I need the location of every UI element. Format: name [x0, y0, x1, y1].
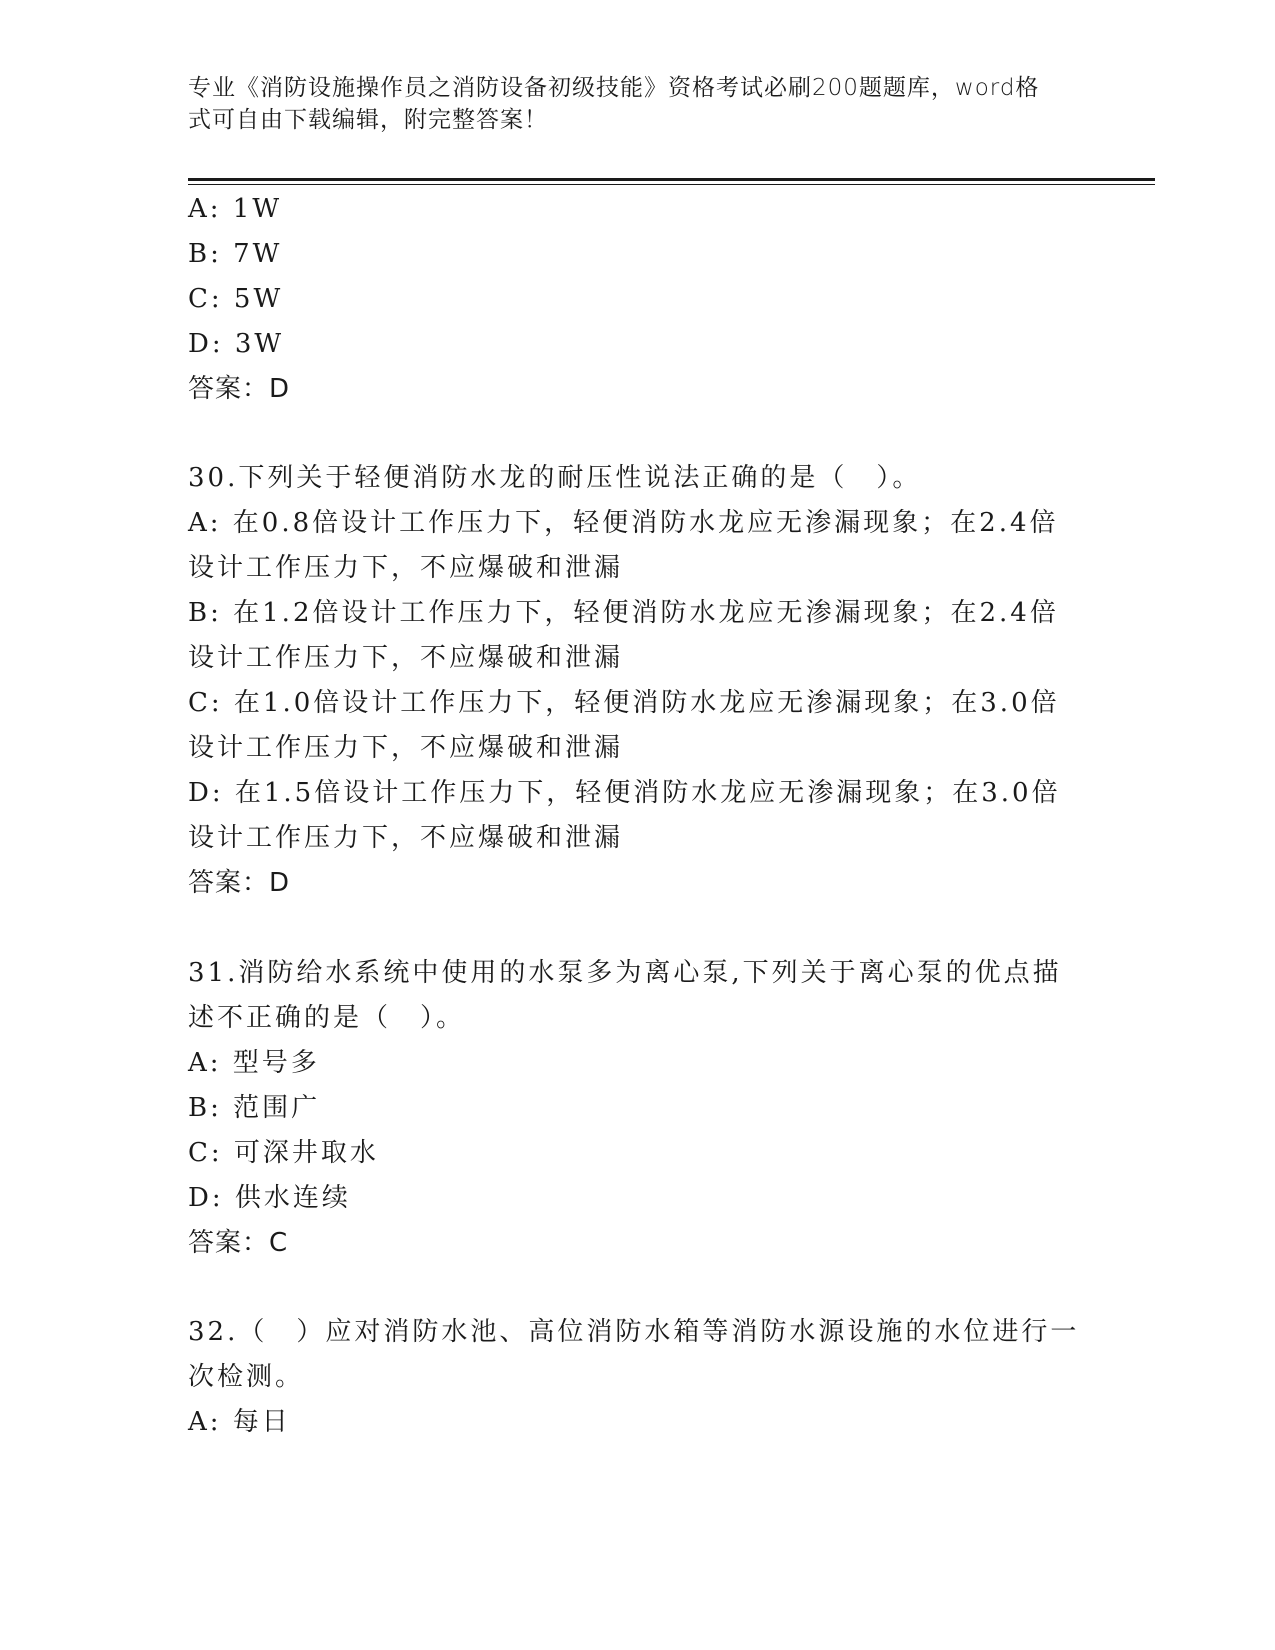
q30-option-a-cont: 设计工作压力下，不应爆破和泄漏 [188, 553, 624, 583]
q31-option-d: D: 供水连续 [188, 1183, 351, 1213]
q29-answer: 答案：D [188, 374, 291, 404]
q29-option-a: A: 1W [188, 194, 283, 224]
q30-answer: 答案：D [188, 868, 291, 898]
q31-option-c: C: 可深井取水 [188, 1138, 379, 1168]
q30-option-b-cont: 设计工作压力下，不应爆破和泄漏 [188, 643, 624, 673]
q30-option-b: B: 在1.2倍设计工作压力下，轻便消防水龙应无渗漏现象；在2.4倍 [188, 598, 1059, 628]
document-header [188, 72, 1078, 136]
q32-question-line-2: 次检测。 [188, 1362, 305, 1392]
header-line-2: 式可自由下载编辑，附完整答案！ [188, 107, 548, 133]
q31-answer: 答案：C [188, 1228, 289, 1258]
q31-option-b: B: 范围广 [188, 1093, 321, 1123]
q29-option-d: D: 3W [188, 329, 285, 359]
q29-option-b: B: 7W [188, 239, 283, 269]
q29-option-c: C: 5W [188, 284, 284, 314]
q30-question: 30.下列关于轻便消防水龙的耐压性说法正确的是（ ）。 [188, 463, 922, 493]
q30-option-d: D: 在1.5倍设计工作压力下，轻便消防水龙应无渗漏现象；在3.0倍 [188, 778, 1061, 808]
q30-option-c-cont: 设计工作压力下，不应爆破和泄漏 [188, 733, 624, 763]
q32-option-a: A: 每日 [188, 1407, 291, 1437]
header-rule-thick [188, 178, 1155, 181]
q31-option-a: A: 型号多 [188, 1048, 320, 1078]
q31-question-line-2: 述不正确的是（ ）。 [188, 1003, 466, 1033]
q31-question-line-1: 31.消防给水系统中使用的水泵多为离心泵,下列关于离心泵的优点描 [188, 958, 1062, 988]
header-rule-thin [188, 184, 1155, 185]
q30-option-d-cont: 设计工作压力下，不应爆破和泄漏 [188, 823, 624, 853]
q32-question-line-1: 32.（ ）应对消防水池、高位消防水箱等消防水源设施的水位进行一 [188, 1317, 1080, 1347]
header-line-1: 专业《消防设施操作员之消防设备初级技能》资格考试必刷200题题库，word格 [188, 75, 1040, 101]
q30-option-a: A: 在0.8倍设计工作压力下，轻便消防水龙应无渗漏现象；在2.4倍 [188, 508, 1059, 538]
q30-option-c: C: 在1.0倍设计工作压力下，轻便消防水龙应无渗漏现象；在3.0倍 [188, 688, 1060, 718]
